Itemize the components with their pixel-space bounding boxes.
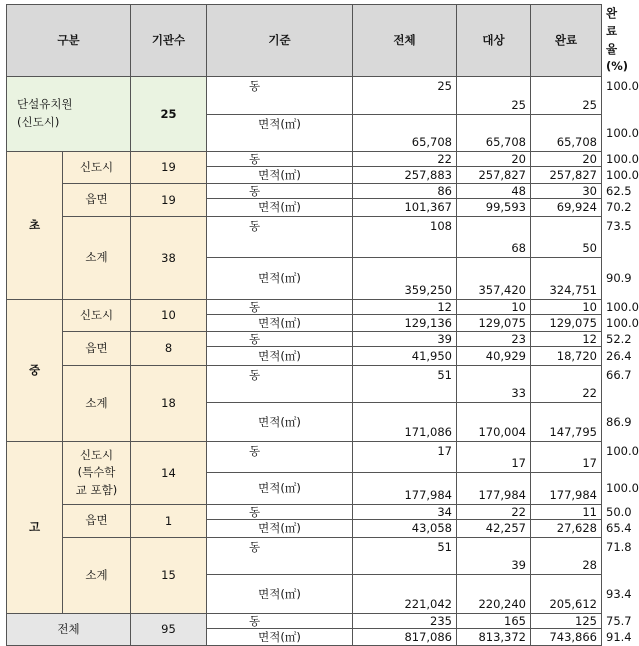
basis-label: 동: [207, 366, 353, 403]
level-label: 초: [7, 152, 63, 300]
basis-label: 면적(㎡): [207, 199, 353, 217]
institution-count: 8: [131, 332, 207, 366]
cell-total: 221,042: [353, 575, 457, 614]
total-count: 95: [131, 614, 207, 646]
cell-target: 99,593: [457, 199, 531, 217]
cell-target: 68: [457, 217, 531, 258]
basis-label: 면적(㎡): [207, 167, 353, 184]
total-label: 전체: [7, 614, 131, 646]
basis-label: 동: [207, 442, 353, 473]
cell-total: 25: [353, 77, 457, 115]
cell-total: 34: [353, 505, 457, 520]
cell-total: 41,950: [353, 347, 457, 366]
table-row: 면적(㎡) 101,367 99,593 69,924 70.2: [7, 199, 602, 217]
cell-target: 813,372: [457, 629, 531, 646]
cell-total: 177,984: [353, 473, 457, 505]
cell-total: 359,250: [353, 258, 457, 300]
cell-target: 33: [457, 366, 531, 403]
cell-target: 20: [457, 152, 531, 167]
level-label: 중: [7, 300, 63, 442]
basis-label: 면적(㎡): [207, 520, 353, 538]
cell-total: 257,883: [353, 167, 457, 184]
basis-label: 동: [207, 184, 353, 199]
institution-count: 19: [131, 152, 207, 184]
subgroup-label: 읍면: [63, 332, 131, 366]
subgroup-label: 소계: [63, 217, 131, 300]
table-row: 면적(㎡) 171,086 170,004 147,795 86.9: [7, 403, 602, 442]
basis-label: 동: [207, 332, 353, 347]
institution-count: 18: [131, 366, 207, 442]
basis-label: 면적(㎡): [207, 473, 353, 505]
table-row: 면적(㎡) 43,058 42,257 27,628 65.4: [7, 520, 602, 538]
table-row: 면적(㎡) 817,086 813,372 743,866 91.4: [7, 629, 602, 646]
header-row: 구분 기관수 기준 전체 대상 완료 완료율 (%): [7, 5, 602, 77]
cell-target: 65,708: [457, 115, 531, 152]
cell-done: 11: [531, 505, 602, 520]
cell-done: 257,827: [531, 167, 602, 184]
table-row: 전체 95 동 235 165 125 75.7: [7, 614, 602, 629]
cell-done: 65,708: [531, 115, 602, 152]
table-row: 고 신도시 (특수학 교 포함) 14 동 17 17 17 100.0: [7, 442, 602, 473]
subgroup-label: 소계: [63, 366, 131, 442]
subgroup-label: 소계: [63, 538, 131, 614]
cell-done: 27,628: [531, 520, 602, 538]
basis-label: 면적(㎡): [207, 629, 353, 646]
cell-target: 23: [457, 332, 531, 347]
basis-label: 면적(㎡): [207, 115, 353, 152]
basis-label: 동: [207, 538, 353, 575]
basis-label: 동: [207, 77, 353, 115]
cell-total: 17: [353, 442, 457, 473]
cell-target: 17: [457, 442, 531, 473]
institution-count: 14: [131, 442, 207, 505]
cell-done: 30: [531, 184, 602, 199]
cell-total: 51: [353, 366, 457, 403]
cell-total: 43,058: [353, 520, 457, 538]
cell-done: 125: [531, 614, 602, 629]
table-row: 중 신도시 10 동 12 10 10 100.0: [7, 300, 602, 315]
cell-done: 25: [531, 77, 602, 115]
cell-done: 50: [531, 217, 602, 258]
table-row: 면적(㎡) 41,950 40,929 18,720 26.4: [7, 347, 602, 366]
basis-label: 면적(㎡): [207, 347, 353, 366]
header-category: 구분: [7, 5, 131, 77]
cell-total: 817,086: [353, 629, 457, 646]
cell-total: 12: [353, 300, 457, 315]
header-total: 전체: [353, 5, 457, 77]
level-label: 고: [7, 442, 63, 614]
subgroup-label: 신도시 (특수학 교 포함): [63, 442, 131, 505]
cell-target: 220,240: [457, 575, 531, 614]
subgroup-label: 신도시: [63, 300, 131, 332]
header-target: 대상: [457, 5, 531, 77]
cell-total: 129,136: [353, 315, 457, 332]
table-row: 초 신도시 19 동 22 20 20 100.0: [7, 152, 602, 167]
cell-done: 129,075: [531, 315, 602, 332]
cell-target: 40,929: [457, 347, 531, 366]
basis-label: 면적(㎡): [207, 575, 353, 614]
basis-label: 동: [207, 505, 353, 520]
subgroup-label: 읍면: [63, 505, 131, 538]
cell-total: 39: [353, 332, 457, 347]
table-row: 면적(㎡) 257,883 257,827 257,827 100.0: [7, 167, 602, 184]
cell-done: 324,751: [531, 258, 602, 300]
table-row: 면적(㎡) 359,250 357,420 324,751 90.9: [7, 258, 602, 300]
kindergarten-label: 단설유치원 (신도시): [7, 77, 131, 152]
cell-target: 10: [457, 300, 531, 315]
cell-target: 170,004: [457, 403, 531, 442]
cell-done: 18,720: [531, 347, 602, 366]
header-done: 완료: [531, 5, 602, 77]
institution-count: 1: [131, 505, 207, 538]
table-row: 읍면 19 동 86 48 30 62.5: [7, 184, 602, 199]
basis-label: 면적(㎡): [207, 403, 353, 442]
cell-done: 147,795: [531, 403, 602, 442]
cell-done: 28: [531, 538, 602, 575]
cell-total: 51: [353, 538, 457, 575]
table-row: 면적(㎡) 177,984 177,984 177,984 100.0: [7, 473, 602, 505]
table-row: 면적(㎡) 65,708 65,708 65,708 100.0: [7, 115, 602, 152]
table-row: 소계 18 동 51 33 22 66.7: [7, 366, 602, 403]
table-row: 읍면 1 동 34 22 11 50.0: [7, 505, 602, 520]
cell-target: 357,420: [457, 258, 531, 300]
cell-total: 171,086: [353, 403, 457, 442]
table-row: 읍면 8 동 39 23 12 52.2: [7, 332, 602, 347]
cell-target: 39: [457, 538, 531, 575]
header-basis: 기준: [207, 5, 353, 77]
basis-label: 동: [207, 217, 353, 258]
institution-count: 19: [131, 184, 207, 217]
cell-done: 17: [531, 442, 602, 473]
cell-target: 129,075: [457, 315, 531, 332]
cell-target: 257,827: [457, 167, 531, 184]
table-row: 소계 38 동 108 68 50 73.5: [7, 217, 602, 258]
cell-done: 12: [531, 332, 602, 347]
cell-target: 48: [457, 184, 531, 199]
cell-target: 177,984: [457, 473, 531, 505]
cell-done: 22: [531, 366, 602, 403]
basis-label: 면적(㎡): [207, 258, 353, 300]
cell-done: 177,984: [531, 473, 602, 505]
cell-total: 108: [353, 217, 457, 258]
institution-count: 38: [131, 217, 207, 300]
cell-done: 10: [531, 300, 602, 315]
kindergarten-count: 25: [131, 77, 207, 152]
subgroup-label: 신도시: [63, 152, 131, 184]
table-row: 단설유치원 (신도시) 25 동 25 25 25 100.0: [7, 77, 602, 115]
basis-label: 동: [207, 152, 353, 167]
cell-done: 20: [531, 152, 602, 167]
basis-label: 동: [207, 614, 353, 629]
header-count: 기관수: [131, 5, 207, 77]
cell-total: 101,367: [353, 199, 457, 217]
cell-done: 205,612: [531, 575, 602, 614]
cell-target: 25: [457, 77, 531, 115]
cell-done: 743,866: [531, 629, 602, 646]
table-row: 면적(㎡) 221,042 220,240 205,612 93.4: [7, 575, 602, 614]
cell-target: 165: [457, 614, 531, 629]
cell-total: 22: [353, 152, 457, 167]
table-row: 면적(㎡) 129,136 129,075 129,075 100.0: [7, 315, 602, 332]
cell-total: 86: [353, 184, 457, 199]
subgroup-label: 읍면: [63, 184, 131, 217]
completion-table: [6, 4, 639, 646]
cell-target: 42,257: [457, 520, 531, 538]
institution-count: 10: [131, 300, 207, 332]
institution-count: 15: [131, 538, 207, 614]
table-row: 소계 15 동 51 39 28 71.8: [7, 538, 602, 575]
cell-total: 65,708: [353, 115, 457, 152]
cell-done: 69,924: [531, 199, 602, 217]
basis-label: 동: [207, 300, 353, 315]
cell-total: 235: [353, 614, 457, 629]
basis-label: 면적(㎡): [207, 315, 353, 332]
cell-target: 22: [457, 505, 531, 520]
